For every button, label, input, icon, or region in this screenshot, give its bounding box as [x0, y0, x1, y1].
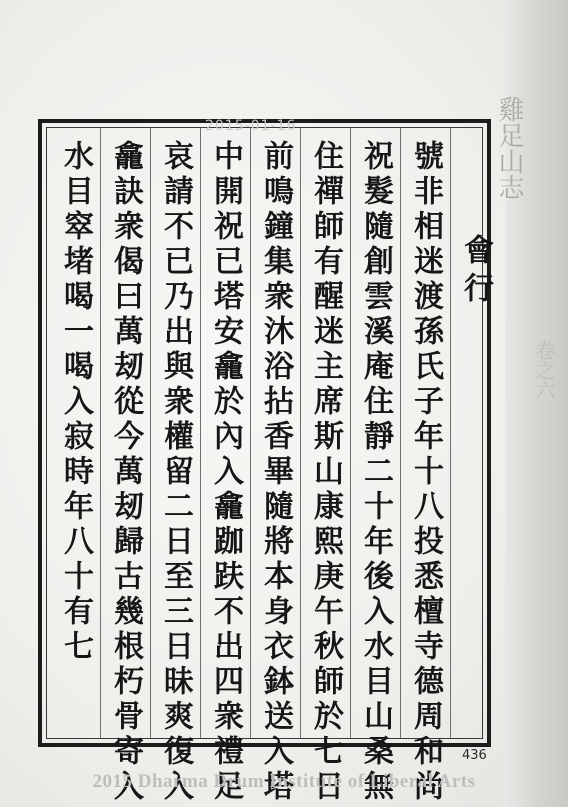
- copyright-watermark: 2015 Dharma Drum Institute of Liberal Arts: [92, 771, 476, 792]
- margin-volume: 卷之六: [532, 340, 556, 400]
- column-rule: [250, 128, 251, 738]
- text-column-7: 龕訣衆偈曰萬刼從今萬刼歸古幾根朽骨寄入: [108, 140, 143, 805]
- column-rule: [100, 128, 101, 738]
- page-number: 436: [462, 748, 487, 763]
- column-rule: [200, 128, 201, 738]
- section-heading: 會行: [458, 234, 493, 310]
- text-column-4: 前鳴鐘集衆沐浴拈香畢隨將本身衣鉢送入塔: [258, 140, 293, 805]
- text-column-5: 中開祝已塔安龕於內入龕跏趺不出四衆禮足: [208, 140, 243, 805]
- column-rule: [350, 128, 351, 738]
- text-column-2: 祝髮隨創雲溪庵住靜二十年後入水目山桑無: [358, 140, 393, 805]
- text-column-3: 住禪師有醒迷主席斯山康熙庚午秋師於七日: [308, 140, 343, 805]
- column-rule: [300, 128, 301, 738]
- text-column-1: 號非相迷渡孫氏子年十八投悉檀寺德周和尚: [408, 140, 443, 805]
- column-rule: [400, 128, 401, 738]
- column-rule: [150, 128, 151, 738]
- date-stamp: 2015-01-16: [205, 118, 297, 134]
- margin-title: 雞足山志: [494, 96, 524, 200]
- text-column-6: 哀請不已乃出與衆權留二日至三日昧爽復入: [158, 140, 193, 805]
- text-column-8: 水目窣堵喝一喝入寂時年八十有七: [58, 140, 93, 665]
- column-rule: [450, 128, 451, 738]
